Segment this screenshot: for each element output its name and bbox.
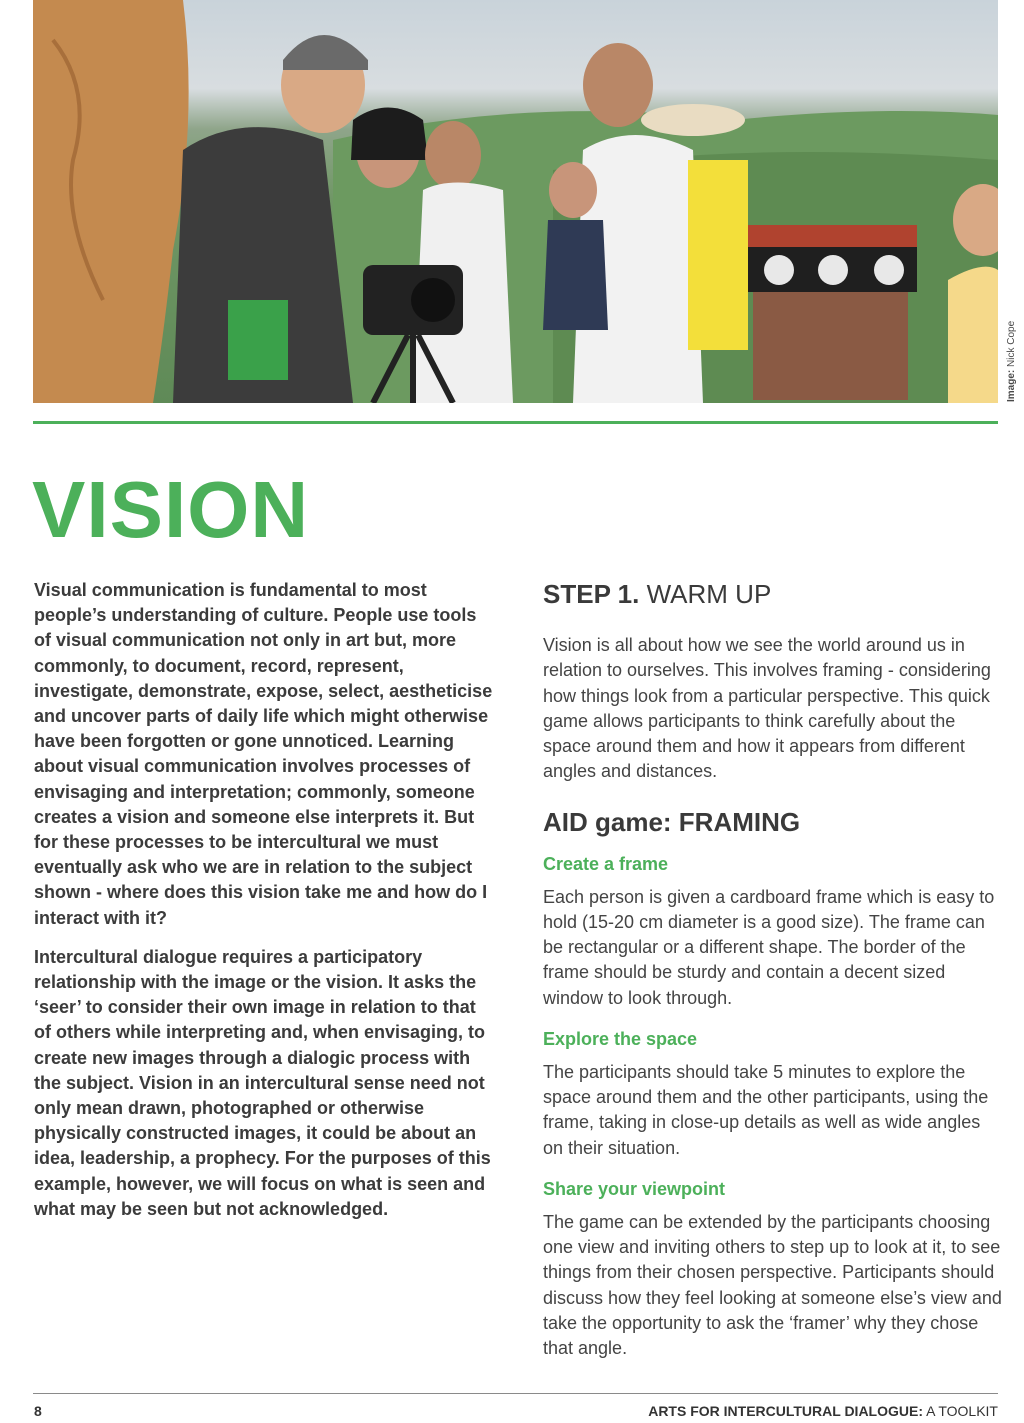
footer-title bbox=[648, 1403, 998, 1419]
header-photo bbox=[33, 0, 998, 403]
step-heading bbox=[543, 579, 1003, 609]
activity-column bbox=[543, 578, 1003, 1361]
footer-title-bold: ARTS FOR INTERCULTURAL DIALOGUE: bbox=[648, 1403, 924, 1419]
section-text-explore-space: The participants should take 5 minutes to explore the space around them and the other participants, using the frame, taking in close-up details as well as wide angles on their situation. bbox=[543, 1062, 989, 1158]
footer-title-rest: A TOOLKIT bbox=[926, 1403, 998, 1419]
credit-name: Nick Cope bbox=[1006, 320, 1017, 367]
intro-paragraph: Visual communication is fundamental to most people’s understanding of culture. People use tools of visual communication not only in art but, more commonly, to document, record, represent, investigate, demonstrate, expose, select, aestheticise and uncover parts of daily life which might otherwise have been forgotten or gone unnoticed. Learning about visual communication involves processes of envisaging and interpretation; commonly, someone creates a vision and someone else interprets it. But for these processes to be intercultural we must eventually ask who we are in relation to the subject shown - where does this vision take me and how do I interact with it? bbox=[34, 580, 493, 928]
image-credit bbox=[1006, 302, 1017, 402]
game-title: AID game: FRAMING bbox=[543, 807, 801, 838]
section-heading-create-frame: Create a frame bbox=[543, 853, 669, 874]
page-number: 8 bbox=[34, 1403, 42, 1419]
step-title: WARM UP bbox=[646, 579, 772, 609]
step-number: STEP 1. bbox=[543, 579, 640, 609]
footer-divider bbox=[33, 1393, 998, 1394]
credit-label: Image: bbox=[1006, 369, 1017, 402]
section-heading-explore-space: Explore the space bbox=[543, 1028, 698, 1049]
page-title: VISION bbox=[32, 465, 310, 554]
section-heading-share-viewpoint: Share your viewpoint bbox=[543, 1178, 726, 1199]
photo-illustration bbox=[33, 0, 998, 403]
intro-column bbox=[34, 578, 494, 1236]
section-text-share-viewpoint: The game can be extended by the participants choosing one view and inviting others to step up to look at it, to see things from their chosen perspective. Participants should discuss how they feel looking at someone else’s view and take the opportunity to ask the ‘framer’ why they chose that angle. bbox=[543, 1212, 1002, 1359]
step-intro: Vision is all about how we see the world around us in relation to ourselves. This involves framing - considering how things look from a particular perspective. This quick game allows participants to think carefully about the space around them and how it appears from different angles and distances. bbox=[543, 635, 991, 782]
section-divider bbox=[33, 421, 998, 424]
section-text-create-frame: Each person is given a cardboard frame which is easy to hold (15-20 cm diameter is a good size). The frame can be rectangular or a different shape. The border of the frame should be sturdy and contain a decent sized window to look through. bbox=[543, 886, 995, 1008]
intro-paragraph: Intercultural dialogue requires a participatory relationship with the image or the vision. It asks the ‘seer’ to consider their own image in relation to that of others while interpreting and, when envisaging, to create new images through a dialogic process with the subject. Vision in an intercultural sense need not only mean drawn, photographed or otherwise physically constructed images, it could be about an idea, leadership, a prophecy. For the purposes of this example, however, we will focus on what is seen and what may be seen but not acknowledged. bbox=[34, 946, 491, 1219]
